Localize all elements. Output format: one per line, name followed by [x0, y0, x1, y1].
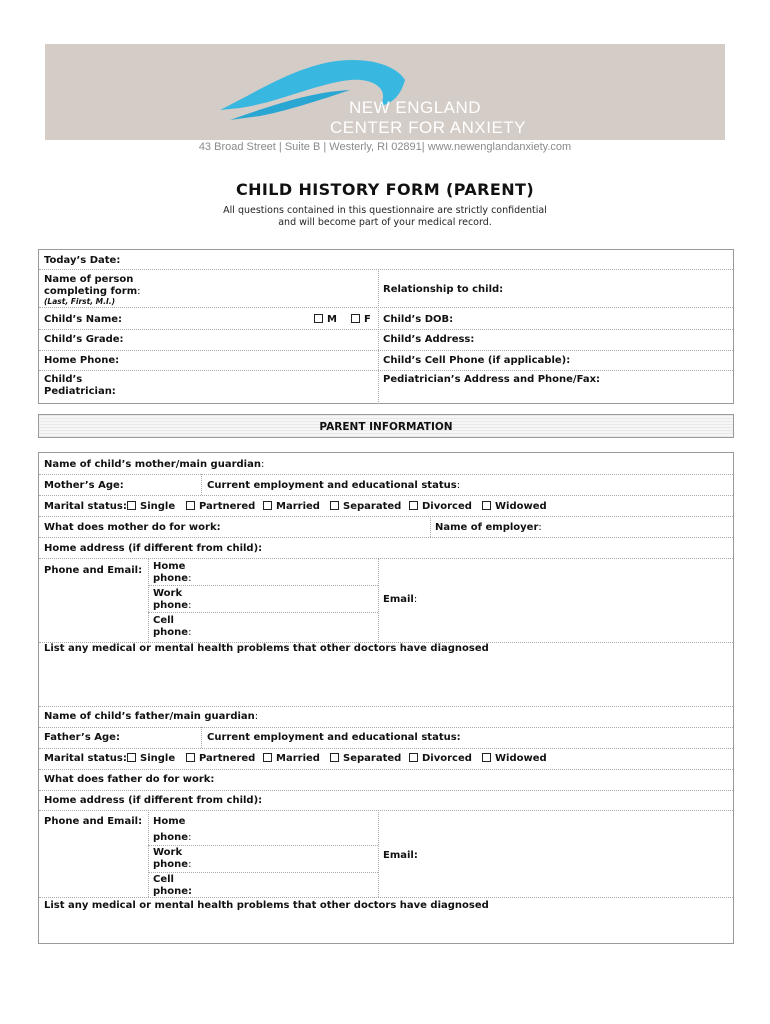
pediatrician-label-2: Pediatrician: — [44, 386, 116, 397]
father-cell-phone-label: phone: — [153, 886, 193, 897]
home-phone-label: Home Phone: — [44, 355, 120, 366]
mother-marital-label: Marital status: — [44, 501, 127, 512]
checkbox-m[interactable] — [314, 314, 323, 323]
father-marital-separated[interactable]: Separated — [330, 753, 401, 764]
father-home-phone-label: phone — [153, 832, 189, 843]
mother-home-phone-label: phone — [153, 573, 189, 584]
divider — [148, 612, 378, 613]
divider — [201, 474, 202, 495]
divider — [148, 845, 378, 846]
father-marital-single[interactable]: Single — [127, 753, 175, 764]
divider — [148, 872, 378, 873]
mother-marital-separated[interactable]: Separated — [330, 501, 401, 512]
father-cell-label: Cell — [153, 874, 174, 885]
mother-cell-phone-label: phone — [153, 627, 189, 638]
name-of-person-label-1: Name of person — [44, 274, 134, 285]
confidential-line-2: and will become part of your medical record. — [278, 217, 492, 228]
father-marital-label: Marital status: — [44, 753, 127, 764]
mother-marital-partnered[interactable]: Partnered — [186, 501, 255, 512]
mother-cell-label: Cell — [153, 615, 174, 626]
childs-address-label: Child’s Address: — [383, 334, 475, 345]
childs-name-label: Child’s Name: — [44, 314, 123, 325]
mother-work-phone-label-2: phone — [153, 600, 189, 611]
checkbox-partnered[interactable] — [186, 753, 195, 762]
father-phone-email-label: Phone and Email: — [44, 816, 143, 827]
checkbox-widowed[interactable] — [482, 501, 491, 510]
confidential-line-1: All questions contained in this questionnaire are strictly confidential — [223, 205, 547, 216]
father-diagnoses-label: List any medical or mental health problems that other doctors have diagnosed — [44, 900, 489, 911]
pediatrician-label-1: Child’s — [44, 374, 83, 385]
checkbox-partnered[interactable] — [186, 501, 195, 510]
father-marital-divorced[interactable]: Divorced — [409, 753, 472, 764]
mother-marital-married[interactable]: Married — [263, 501, 320, 512]
mother-marital-divorced[interactable]: Divorced — [409, 501, 472, 512]
divider — [148, 558, 149, 642]
mother-employment-label: Current employment and educational status — [207, 480, 457, 491]
pediatrician-address-label: Pediatrician’s Address and Phone/Fax: — [383, 374, 601, 385]
checkbox-married[interactable] — [263, 501, 272, 510]
checkbox-divorced[interactable] — [409, 501, 418, 510]
father-marital-widowed[interactable]: Widowed — [482, 753, 547, 764]
father-home-label: Home — [153, 816, 186, 827]
gender-f-option[interactable]: F — [351, 314, 371, 325]
checkbox-widowed[interactable] — [482, 753, 491, 762]
father-work-phone-label-1: Work — [153, 847, 183, 858]
father-email-label: Email: — [383, 850, 418, 861]
gender-m-option[interactable]: M — [314, 314, 337, 325]
parent-info-box: Name of child’s mother/main guardian: Mother’s Age: Current employment and educational status: Marital status: Single Partnered Married Separated Divorced Widowed What does mother do for work: Name of employer: Home address (if different from child): Phone and Email: Home phone: Work phone: Cell phone: Email: List any medical or mental health problems that other doctors have diagnosed Name of child’s father/main guardian: Father’s Age: Current employment and educational status: Marital status: Single Partnered Married Separated Divorced Widowed What does father do for work: Home address (if different from child): Phone and Email: Home phone: Work phone: Cell phone: Email: List any medical or mental health problems that other doctors have diagnosed — [38, 452, 734, 944]
mother-diagnoses-label: List any medical or mental health problems that other doctors have diagnosed — [44, 643, 489, 654]
mother-age-label: Mother’s Age: — [44, 480, 124, 491]
mother-work-phone-label-1: Work — [153, 588, 183, 599]
father-work-label: What does father do for work: — [44, 774, 215, 785]
checkbox-separated[interactable] — [330, 501, 339, 510]
column-divider — [378, 269, 379, 404]
dob-label: Child’s DOB: — [383, 314, 454, 325]
divider — [378, 558, 379, 642]
child-info-box — [38, 249, 734, 404]
divider — [148, 585, 378, 586]
name-of-person-label-2: completing form — [44, 286, 138, 297]
divider — [430, 516, 431, 537]
mother-work-label: What does mother do for work: — [44, 522, 221, 533]
mother-phone-email-label: Phone and Email: — [44, 565, 143, 576]
father-marital-married[interactable]: Married — [263, 753, 320, 764]
divider — [378, 810, 379, 897]
form-title: CHILD HISTORY FORM (PARENT) — [235, 180, 535, 199]
mother-name-label: Name of child’s mother/main guardian — [44, 459, 261, 470]
father-address-label: Home address (if different from child): — [44, 795, 263, 806]
father-age-label: Father’s Age: — [44, 732, 120, 743]
father-marital-partnered[interactable]: Partnered — [186, 753, 255, 764]
divider — [201, 727, 202, 748]
row-todays-date[interactable] — [39, 250, 733, 270]
grade-label: Child’s Grade: — [44, 334, 124, 345]
org-name-line2: CENTER FOR ANXIETY — [330, 118, 527, 137]
mother-address-label: Home address (if different from child): — [44, 543, 263, 554]
relationship-label: Relationship to child: — [383, 284, 504, 295]
father-work-phone-label-2: phone — [153, 859, 189, 870]
colon: : — [137, 286, 141, 297]
father-employment-label: Current employment and educational status: — [207, 732, 461, 743]
divider — [148, 810, 149, 897]
last-first-hint: (Last, First, M.I.) — [44, 297, 116, 306]
checkbox-separated[interactable] — [330, 753, 339, 762]
mother-email-label: Email — [383, 594, 414, 605]
cell-phone-label: Child’s Cell Phone (if applicable): — [383, 355, 571, 366]
org-address: 43 Broad Street | Suite B | Westerly, RI 02891| www.newenglandanxiety.com — [198, 141, 572, 153]
mother-marital-widowed[interactable]: Widowed — [482, 501, 547, 512]
checkbox-single[interactable] — [127, 753, 136, 762]
father-name-label: Name of child’s father/main guardian — [44, 711, 255, 722]
checkbox-married[interactable] — [263, 753, 272, 762]
todays-date-label: Today’s Date: — [44, 255, 121, 266]
mother-home-label: Home — [153, 561, 186, 572]
checkbox-f[interactable] — [351, 314, 360, 323]
checkbox-single[interactable] — [127, 501, 136, 510]
org-name-line1: NEW ENGLAND — [349, 98, 482, 117]
checkbox-divorced[interactable] — [409, 753, 418, 762]
mother-employer-label: Name of employer — [435, 522, 539, 533]
mother-marital-single[interactable]: Single — [127, 501, 175, 512]
parent-information-header: PARENT INFORMATION — [38, 414, 734, 438]
